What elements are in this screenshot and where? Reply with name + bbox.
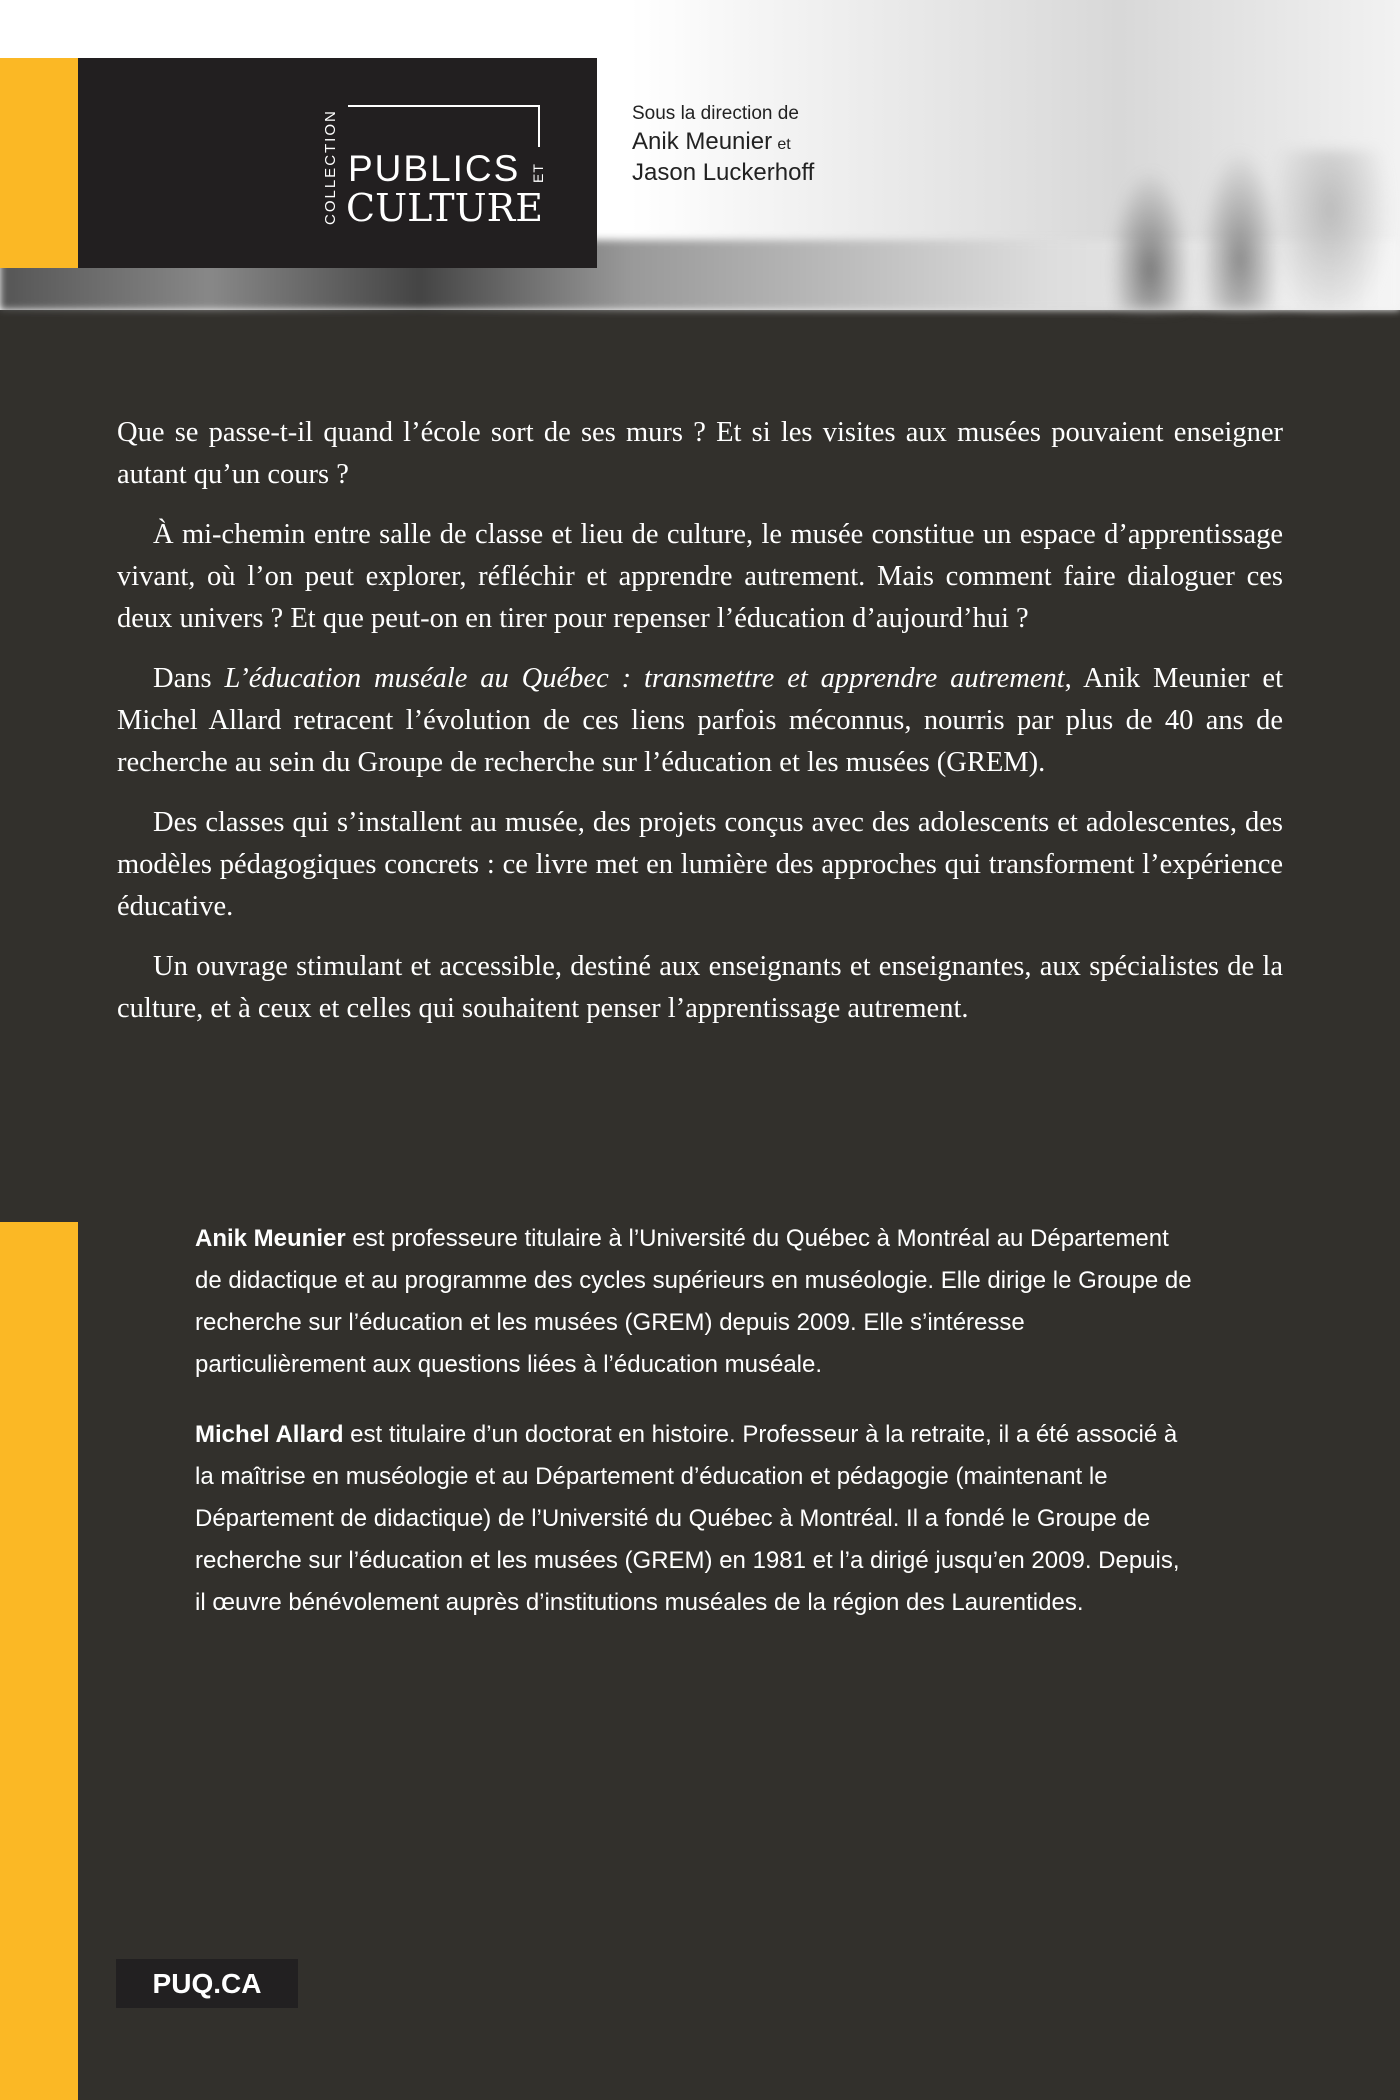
- p3-before: Dans: [153, 663, 225, 694]
- accent-bar-top: [0, 58, 78, 268]
- blurred-figures: [1000, 150, 1400, 310]
- logo-frame: [348, 105, 540, 147]
- accent-bar-bottom: [0, 1222, 78, 2100]
- summary-p5: Un ouvrage stimulant et accessible, destiné aux enseignants et enseignantes, aux spécialistes de la culture, et à ceux et celles qui souhaitent penser l’apprentissage autrement.: [117, 951, 1283, 1024]
- bio-2: [195, 1414, 1195, 1624]
- direction-intro: Sous la direction de: [632, 103, 799, 124]
- summary: [117, 412, 1283, 1048]
- editor-1: Anik Meunier: [632, 128, 773, 155]
- website-link[interactable]: PUQ.CA: [116, 1959, 298, 2008]
- summary-p1: Que se passe-t-il quand l’école sort de ses murs ? Et si les visites aux musées pouvaient enseigner autant qu’un cours ?: [117, 417, 1283, 490]
- editors: [632, 100, 814, 187]
- collection-culture: CULTURE: [346, 186, 543, 230]
- collection-label: COLLECTION: [322, 109, 339, 225]
- p3-after: , Anik Meunier et Michel Allard retracent l’évolution de ces liens parfois méconnus, nourris par plus de 40 ans de recherche au sein du Groupe de recherche sur l’éducation et les musées (GREM).: [117, 663, 1283, 778]
- collection-et: ET: [529, 163, 546, 183]
- summary-p4: Des classes qui s’installent au musée, des projets conçus avec des adolescents et adolescentes, des modèles pédagogiques concrets : ce livre met en lumière des approches qui transforment l’expérience éducative.: [117, 807, 1283, 922]
- bio-name: Michel Allard: [195, 1421, 344, 1448]
- bio-1: [195, 1218, 1195, 1386]
- editor-2: Jason Luckerhoff: [632, 159, 815, 186]
- author-bios: [195, 1218, 1195, 1652]
- bio-text: est professeure titulaire à l’Université du Québec à Montréal au Département de didactique et au programme des cycles supérieurs en muséologie. Elle dirige le Groupe de recherche sur l’éducation et les musées (GREM) depuis 2009. Elle s’intéresse particulièrement aux questions liées à l’éducation muséale.: [195, 1225, 1192, 1378]
- summary-p2: À mi-chemin entre salle de classe et lieu de culture, le musée constitue un espace d’apprentissage vivant, où l’on peut explorer, réfléchir et apprendre autrement. Mais comment faire dialoguer ces deux univers ? Et que peut-on en tirer pour repenser l’éducation d’aujourd’hui ?: [117, 519, 1283, 634]
- collection-publics: PUBLICS: [348, 148, 521, 189]
- summary-p3: [117, 658, 1283, 784]
- bio-name: Anik Meunier: [195, 1225, 346, 1252]
- book-title: L’éducation muséale au Québec : transmettre et apprendre autrement: [224, 663, 1065, 694]
- editor-and: et: [777, 136, 791, 153]
- bio-text: est titulaire d’un doctorat en histoire. Professeur à la retraite, il a été associé à la maîtrise en muséologie et au Département d’éducation et pédagogie (maintenant le Département de didactique) de l’Université du Québec à Montréal. Il a fondé le Groupe de recherche sur l’éducation et les musées (GREM) en 1981 et l’a dirigé jusqu’en 2009. Depuis, il œuvre bénévolement auprès d’institutions muséales de la région des Laurentides.: [195, 1421, 1180, 1616]
